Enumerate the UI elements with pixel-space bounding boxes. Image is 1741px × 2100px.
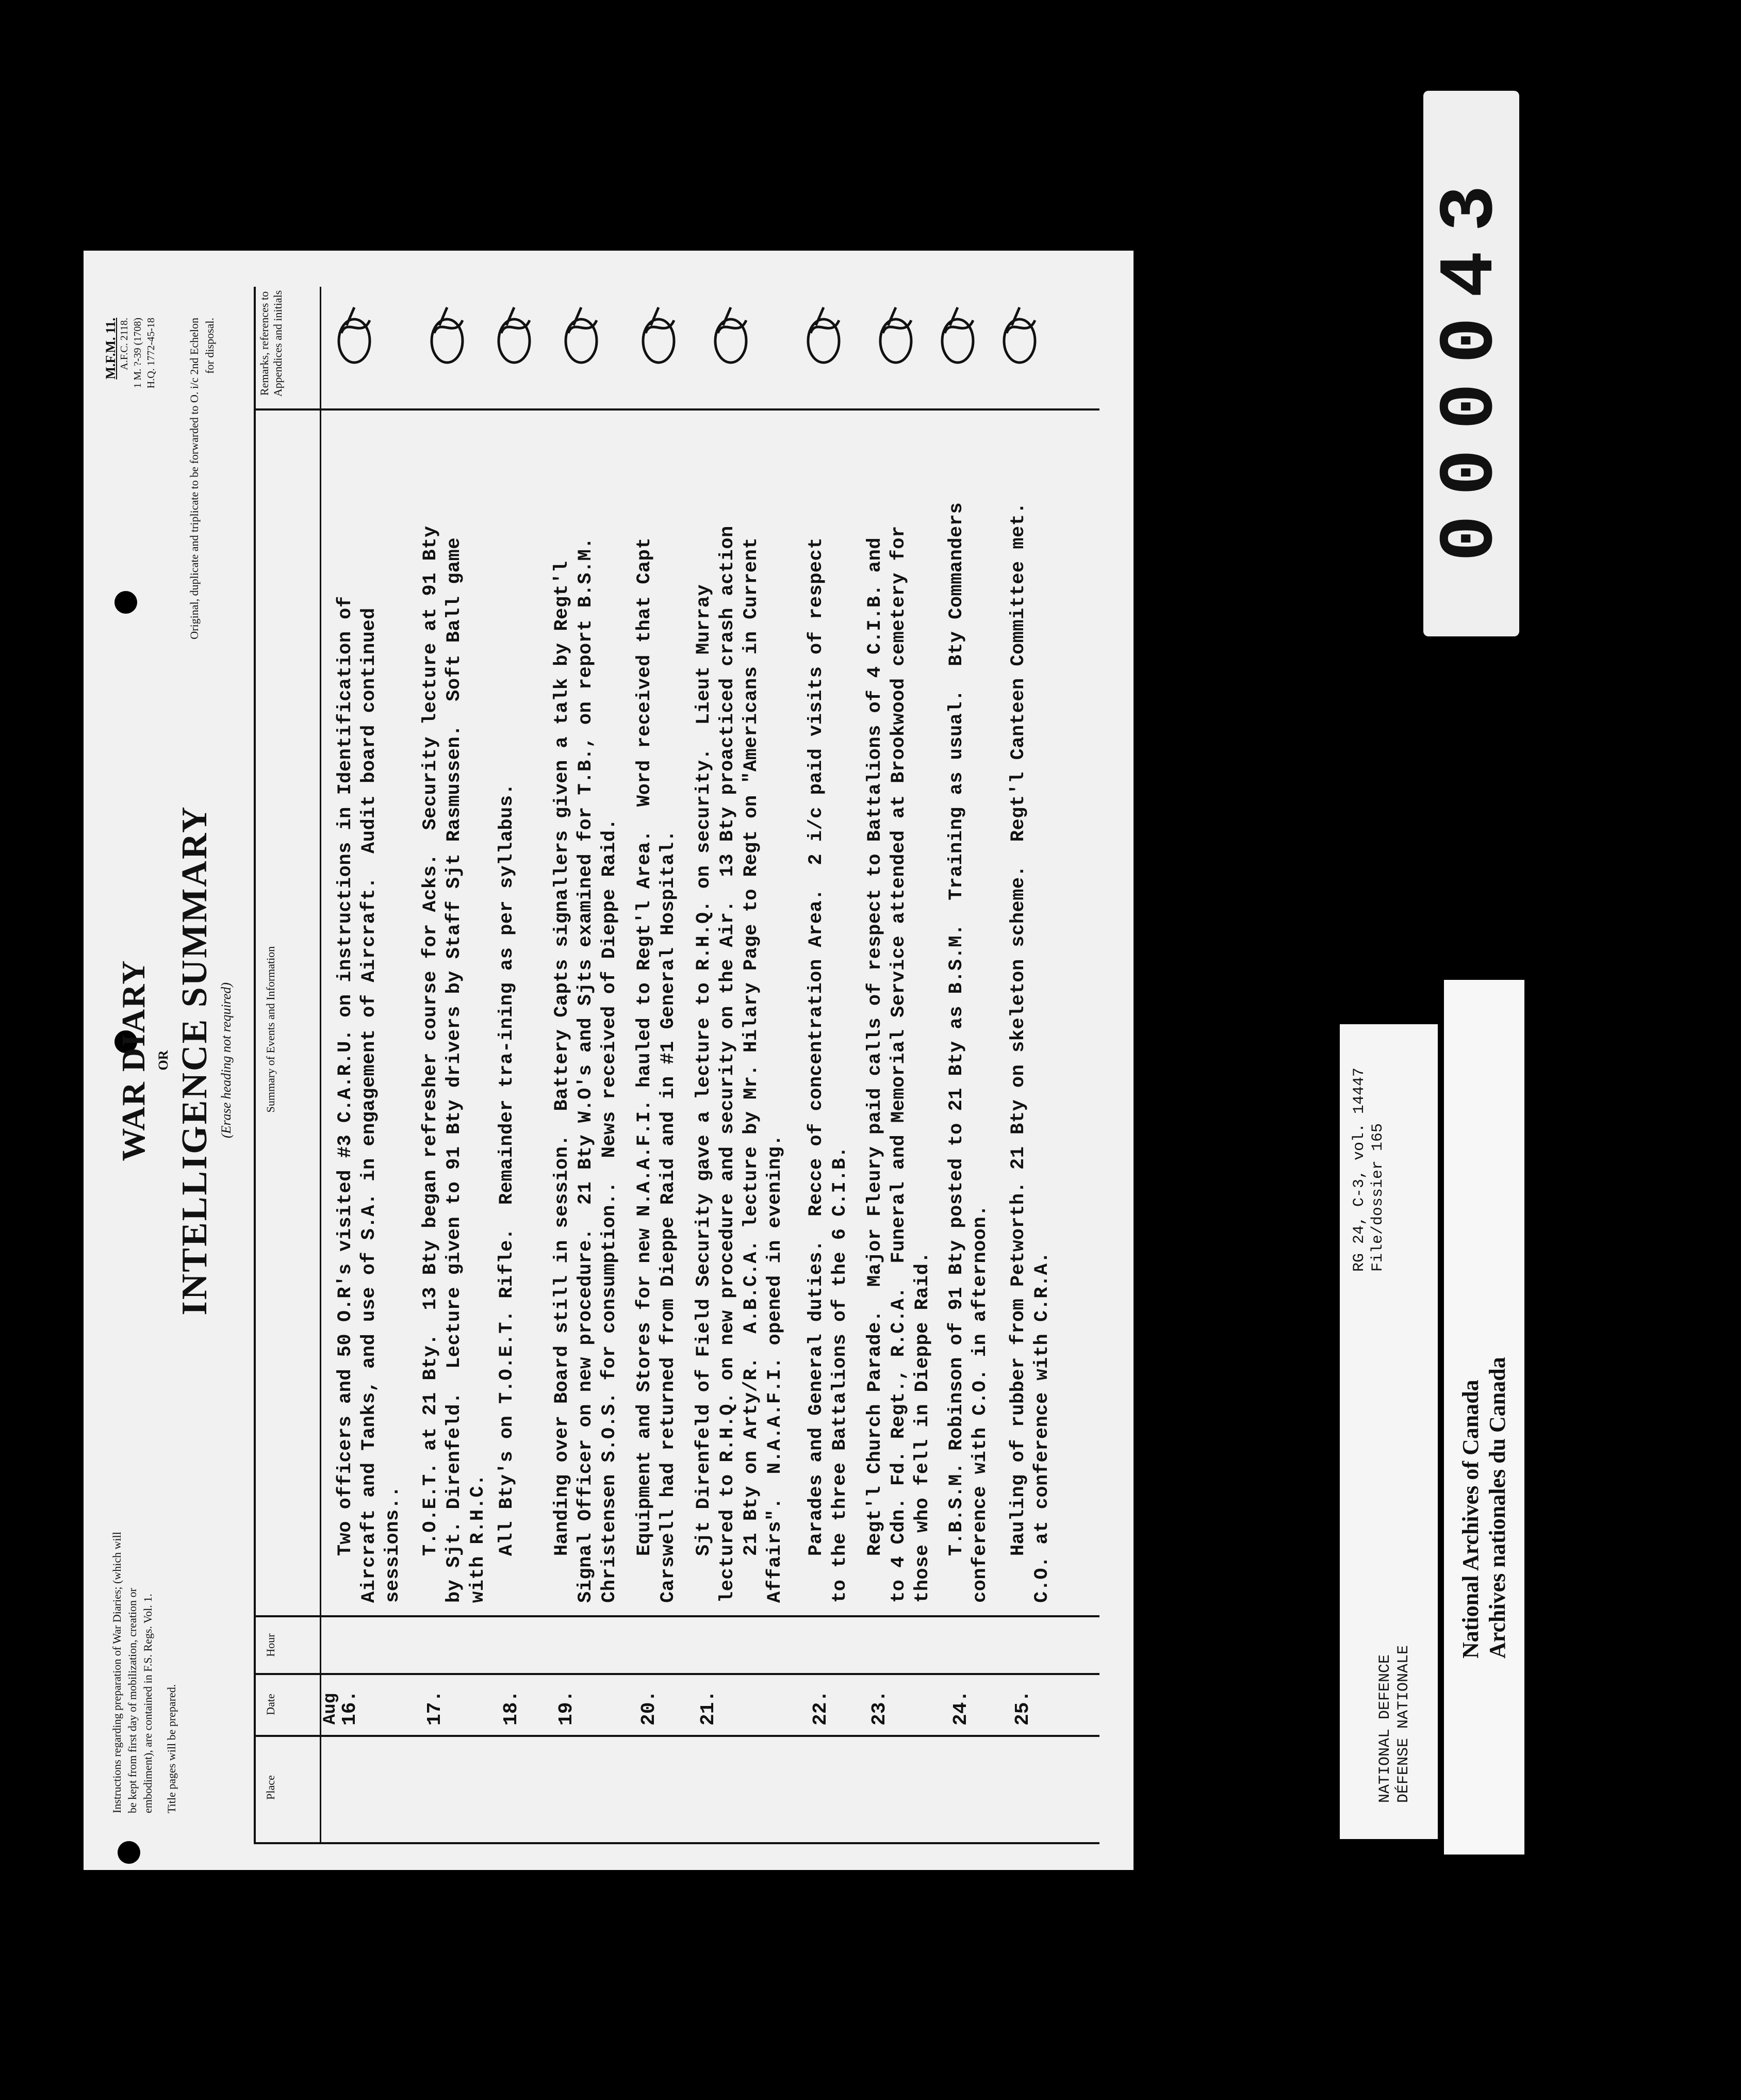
nd-line2: DÉFENSE NATIONALE (1395, 1645, 1412, 1803)
entry-date: 23. (868, 1690, 891, 1726)
header-summary: Summary of Events and Information (264, 946, 277, 1113)
entry-text: Handing over Board still in session. Battery Capts signallers given a talk by Regt'l Signal Officer on new procedure. 21 Bty W.O's and Sjts examined for T.B., on report B.S.M. Christensen S.O.S. for consumption.. News received of Dieppe Raid. (551, 537, 620, 1603)
entry-text: Two officers and 50 O.R's visited #3 C.A.R.U. on instructions in Identification of Aircraft and Tanks, and use of S.A. in engagement of Aircraft. Audit board continued sessions.. (335, 596, 404, 1603)
header-date: Date (264, 1694, 277, 1715)
entry-text: Hauling of rubber from Petworth. 21 Bty on skeleton scheme. Regt'l Canteen Committee met. C.O. at conference with C.R.A. (1008, 502, 1053, 1603)
header-place: Place (264, 1775, 277, 1800)
original-note: Original, duplicate and triplicate to be forwarded to O. i/c 2nd Echelon for disposal. (188, 318, 216, 639)
form-reference (104, 318, 158, 452)
punch-hole (114, 591, 137, 614)
nd-names (1376, 1645, 1413, 1803)
instructions (109, 1524, 179, 1813)
handwritten-initials (331, 302, 377, 369)
nd-ref2: File/dossier 165 (1369, 1123, 1387, 1272)
col-rule-date (254, 1673, 1099, 1675)
form-ref-3: H.Q. 1772-45-18 (145, 318, 157, 389)
form-number: M.F.M. 11. (103, 318, 118, 380)
national-defence-label (1340, 1024, 1438, 1839)
handwritten-initials (635, 302, 682, 369)
entry-text: T.O.E.T. at 21 Bty. 13 Bty began refresher course for Acks. Security lecture at 91 Bty by Sjt. Direnfeld. Lecture given to 91 Bty drivers by Staff Sjt Rasmussen. Soft Ball game with R.H.C. (420, 526, 489, 1603)
col-rule-place (254, 1735, 1099, 1737)
title-war-diary: WAR DIARY (115, 959, 152, 1161)
col-rule-hour (254, 1615, 1099, 1617)
handwritten-initials (996, 302, 1043, 369)
header-remarks: Remarks, references to Appendices and initials (258, 290, 284, 397)
entry-date: 21. (697, 1690, 719, 1726)
handwritten-initials (424, 302, 470, 369)
handwritten-initials (558, 302, 604, 369)
title-or: OR (156, 1050, 171, 1071)
col-rule-summary (254, 408, 1099, 411)
handwritten-initials (708, 302, 754, 369)
title-block (114, 674, 234, 1447)
title-note: (Erase heading not required) (219, 982, 234, 1139)
nd-line1: NATIONAL DEFENCE (1376, 1654, 1394, 1803)
war-diary-sheet (84, 251, 1134, 1870)
title-pages-note: Title pages will be prepared. (165, 1684, 178, 1813)
nd-ref1: RG 24, C-3, vol. 14447 (1351, 1067, 1368, 1272)
table-header-rule (320, 287, 321, 1844)
entry-date: 18. (500, 1690, 522, 1726)
handwritten-initials (491, 302, 537, 369)
entry-date: 16. (339, 1690, 361, 1726)
entry-text: Parades and General duties. Recce of concentration Area. 2 i/c paid visits of respect to the three Battalions of the 6 C.I.B. (806, 537, 851, 1603)
entry-date: 25. (1012, 1690, 1034, 1726)
entry-text: Sjt Direnfeld of Field Security gave a lecture to R.H.Q. on security. Lieut Murray lectured to R.H.Q. on new procedure and security on the Air. 13 Bty proacticed crash action 21 Bty on Arty/R. A.B.C.A. lecture by Mr. Hilary Page to Regt on "Americans in Current Affairs". N.A.A.F.I. opened in evening. (693, 526, 786, 1603)
page-number-stamp (1423, 91, 1519, 636)
form-ref-2: 1 M. ?-39 (1708) (132, 318, 143, 388)
diary-table (254, 287, 1099, 1844)
table-left-rule (254, 1842, 1099, 1844)
entry-date: 20. (638, 1690, 660, 1726)
handwritten-initials (800, 302, 847, 369)
handwritten-initials (873, 302, 919, 369)
instructions-text: Instructions regarding preparation of War Diaries; (which will be kept from first day of mobilization, creation or embodiment), are contained in F.S. Regs. Vol. 1. (110, 1532, 154, 1813)
entry-text: T.B.S.M. Robinson of 91 Bty posted to 21 Bty as B.S.M. Training as usual. Bty Commanders conference with C.O. in afternoon. (946, 502, 991, 1603)
month-label: Aug (321, 1693, 340, 1725)
punch-hole (118, 1841, 140, 1864)
nd-reference (1350, 1068, 1387, 1272)
entry-text: Regt'l Church Parade. Major Fleury paid calls of respect to Battalions of 4 C.I.B. and to 4 Cdn. Fd. Regt., R.C.A. Funeral and Memorial Service attended at Brookwood cemetery for those who fell in Dieppe Raid. (864, 526, 933, 1603)
entry-date: 17. (424, 1690, 446, 1726)
entry-text: Equipment and Stores for new N.A.A.F.I. hauled to Regt'l Area. Word received that Capt Carswell had returned from Dieppe Raid and in #1 General Hospital. (634, 537, 679, 1603)
entry-date: 19. (555, 1690, 578, 1726)
nac-line2: Archives nationales du Canada (1485, 1357, 1510, 1659)
entry-date: 22. (810, 1690, 832, 1726)
nac-line1: National Archives of Canada (1458, 1380, 1483, 1659)
national-defence-label-content (1340, 1024, 1438, 1839)
table-top-rule (254, 287, 256, 1844)
entry-date: 24. (950, 1690, 972, 1726)
form-ref-1: A.F.C. 2118. (119, 318, 130, 370)
entry-text: All Bty's on T.O.E.T. Rifle. Remainder tra-ining as per syllabus. (496, 783, 518, 1603)
header-hour: Hour (264, 1633, 277, 1657)
archives-label (1444, 980, 1524, 1855)
archives-label-content (1444, 980, 1524, 1855)
war-diary-form (84, 251, 1134, 1870)
handwritten-initials (934, 302, 981, 369)
title-intelligence-summary: INTELLIGENCE SUMMARY (175, 805, 215, 1316)
stamp-number: 000043 (1427, 165, 1515, 562)
